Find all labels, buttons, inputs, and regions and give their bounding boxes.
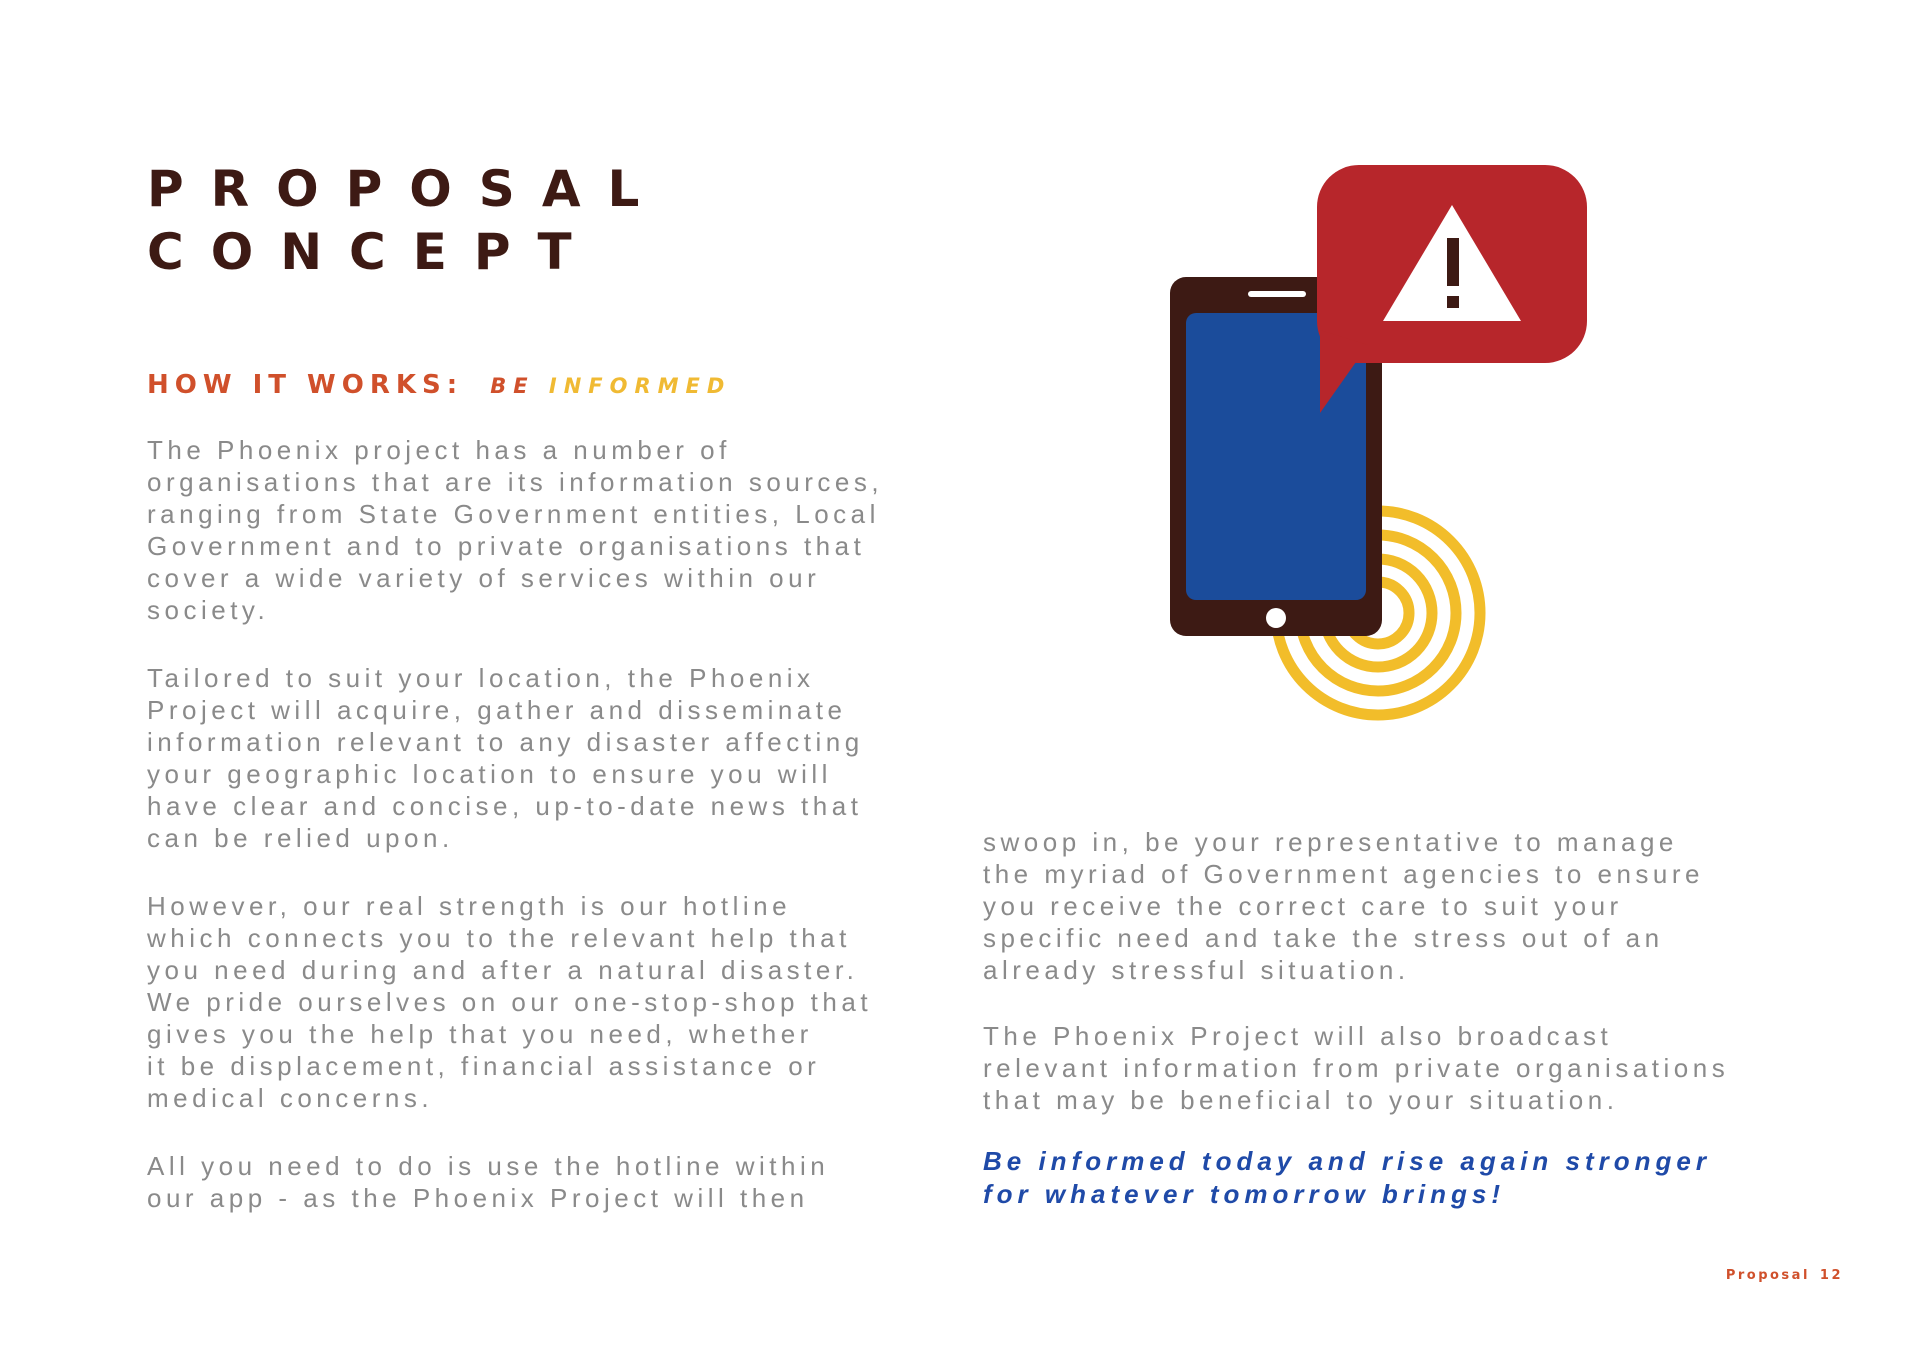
paragraph-use-hotline: All you need to do is use the hotline within our app - as the Phoenix Project will then xyxy=(147,1151,830,1213)
closing-tagline: Be informed today and rise again stronger for whatever tomorrow brings! xyxy=(983,1146,1711,1209)
paragraph-hotline-strength: However, our real strength is our hotline which connects you to the relevant help that you need during and after a natural disaster. We pride ourselves on our one-stop-shop that gives you the help that you need, whether it be displacement, financial assistance or medical concerns. xyxy=(147,891,873,1113)
title-line-2: CONCEPT xyxy=(147,223,599,281)
title-line-1: PROPOSAL xyxy=(147,160,667,218)
paragraph-information-sources: The Phoenix project has a number of organisations that are its information sources, ranging from State Government entities, Local Government and to private organisations that cover a wide variety of services within our society. xyxy=(147,435,884,625)
section-subheading xyxy=(147,370,731,400)
alert-phone-illustration xyxy=(1160,160,1600,730)
page-title xyxy=(147,158,666,284)
page-number: 12 xyxy=(1819,1268,1843,1283)
subheading-accent xyxy=(490,374,731,398)
subheading-accent-informed: INFORMED xyxy=(548,374,732,398)
paragraph-representative: swoop in, be your representative to manage the myriad of Government agencies to ensure you receive the correct care to suit your specific need and take the stress out of an already stressful situation. xyxy=(983,827,1705,985)
subheading-accent-be: BE xyxy=(490,374,535,398)
page-footer xyxy=(1726,1268,1843,1283)
paragraph-tailored-location: Tailored to suit your location, the Phoenix Project will acquire, gather and disseminate information relevant to any disaster affecting your geographic location to ensure you will have clear and concise, up-to-date news that can be relied upon. xyxy=(147,663,864,853)
paragraph-broadcast: The Phoenix Project will also broadcast relevant information from private organisations that may be beneficial to your situation. xyxy=(983,1021,1730,1115)
subheading-main: HOW IT WORKS: xyxy=(147,370,464,400)
footer-label: Proposal xyxy=(1725,1268,1810,1283)
